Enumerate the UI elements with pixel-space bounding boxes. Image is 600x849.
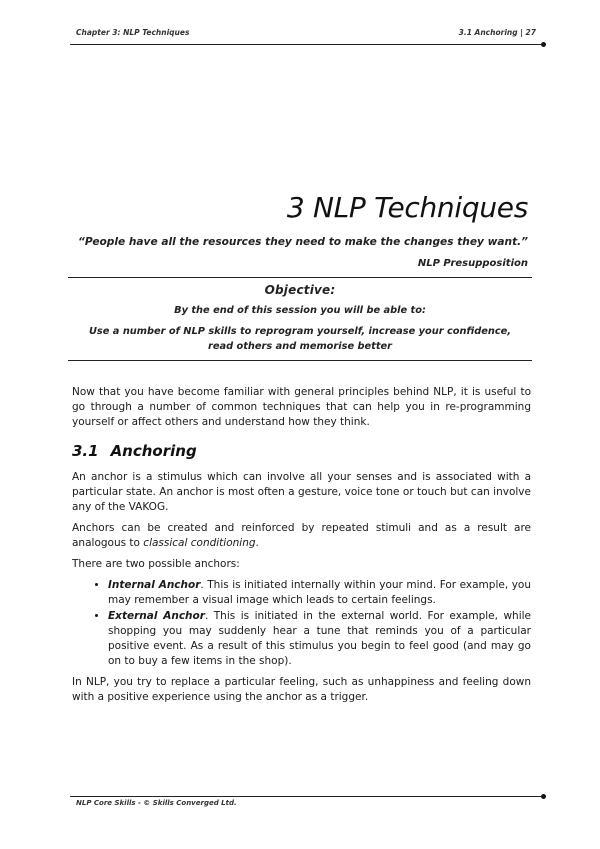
objective-line-2: Use a number of NLP skills to reprogram yourself, increase your confidence,: [88, 326, 512, 337]
objective-line-1: By the end of this session you will be able to:: [174, 305, 426, 316]
list-item: [108, 578, 531, 608]
chapter-title: 3 NLP Techniques: [286, 191, 528, 224]
external-anchor-term: External Anchor: [108, 610, 205, 622]
conditioning-end: .: [255, 537, 259, 549]
objective-title: Objective:: [264, 283, 336, 297]
header-rule-dot-icon: [541, 42, 546, 47]
objective-bottom-rule: [68, 360, 532, 361]
footer-rule: [70, 796, 546, 797]
header-section-page: 3.1 Anchoring | 27: [458, 28, 536, 37]
anchor-types-list: [72, 578, 531, 669]
internal-anchor-text: . This is initiated internally within your mind. For example, you may remember a visual image which leads to certain feelings.: [108, 579, 531, 606]
quote-source: NLP Presupposition: [417, 258, 528, 269]
nlp-trigger-paragraph: In NLP, you try to replace a particular feeling, such as unhappiness and feeling down with a positive experience using the anchor as a trigger.: [72, 676, 531, 703]
footer-text: NLP Core Skills - © Skills Converged Ltd.: [76, 799, 237, 807]
objective-line-3: read others and memorise better: [208, 341, 392, 352]
intro-paragraph: Now that you have become familiar with general principles behind NLP, it is useful to go through a number of common techniques that can help you in re-programming yourself or affect others and understand how they think.: [72, 386, 531, 428]
section-title: Anchoring: [110, 442, 197, 460]
objective-top-rule: [68, 277, 532, 278]
anchor-definition-paragraph: An anchor is a stimulus which can involve all your senses and is associated with a particular state. An anchor is most often a gesture, voice tone or touch but can involve any of the VAKOG.: [72, 471, 531, 513]
section-number: 3.1: [72, 442, 99, 460]
chapter-quote: “People have all the resources they need to make the changes they want.”: [78, 236, 528, 248]
external-anchor-text: . This is initiated in the external world. For example, while shopping you may suddenly hear a tune that reminds you of a particular positive event. As a result of this stimulus you begin to feel good (and may go on to buy a few items in the shop).: [108, 610, 531, 667]
anchor-conditioning-paragraph: [72, 521, 531, 551]
body-text: [72, 385, 531, 711]
conditioning-text: Anchors can be created and reinforced by repeated stimuli and as a result are analogous to: [72, 522, 531, 549]
header-rule: [70, 44, 546, 45]
section-heading: [72, 442, 531, 460]
internal-anchor-term: Internal Anchor: [108, 579, 201, 591]
footer-rule-dot-icon: [541, 794, 546, 799]
header-chapter: Chapter 3: NLP Techniques: [76, 28, 190, 37]
two-anchors-paragraph: There are two possible anchors:: [72, 558, 240, 570]
list-item: [108, 609, 531, 669]
classical-conditioning-term: classical conditioning: [143, 537, 256, 549]
